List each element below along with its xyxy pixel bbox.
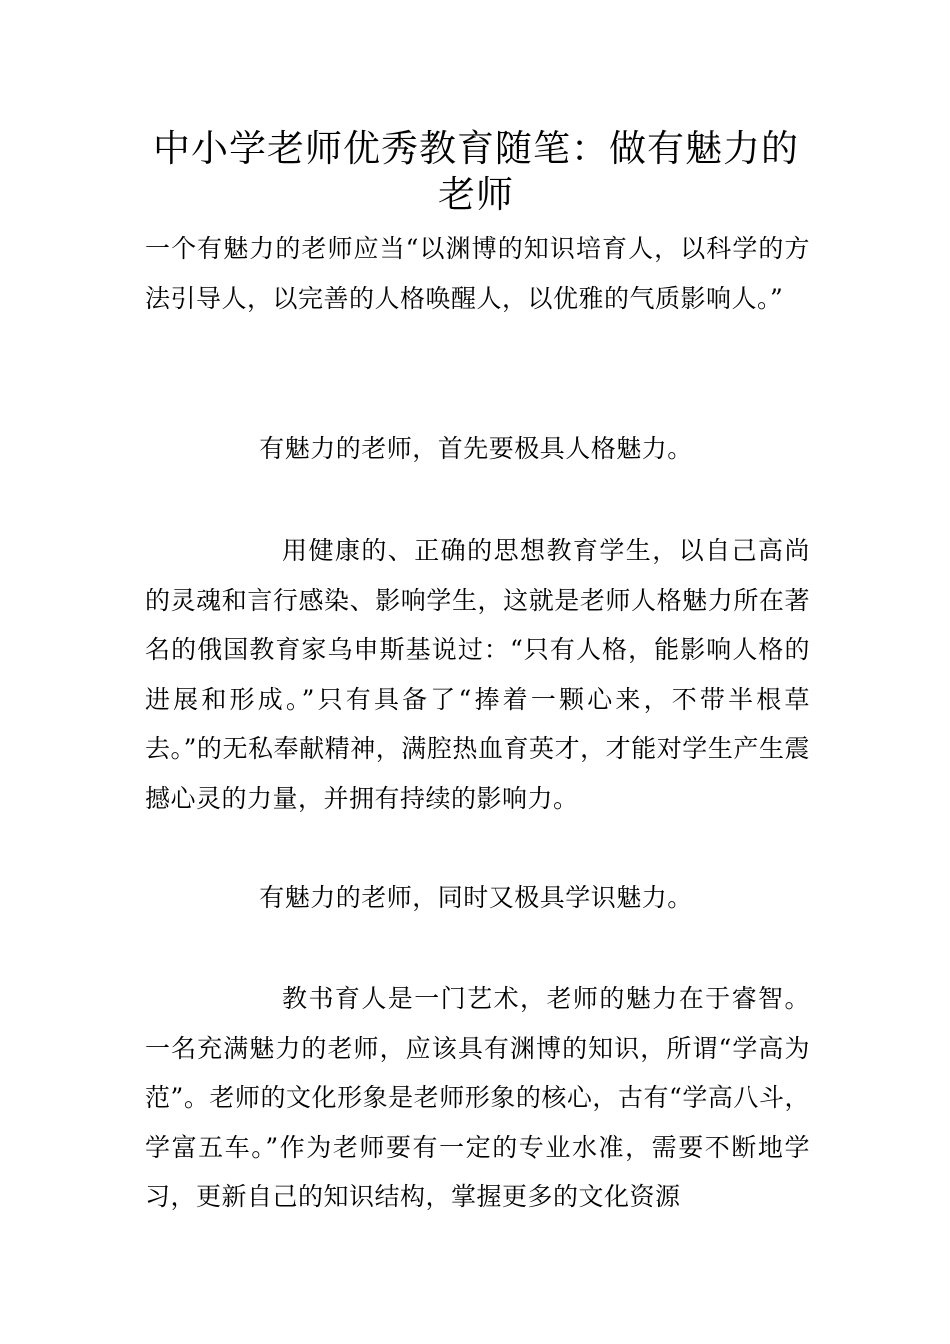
section-heading-knowledge: 有魅力的老师，同时又极具学识魅力。 [259, 883, 693, 912]
body-paragraph-personality: 用健康的、正确的思想教育学生，以自己高尚的灵魂和言行感染、影响学生，这就是老师人格魅力所在著名的俄国教育家乌申斯基说过：“只有人格，能影响人格的进展和形成。”只有具备了“捧着一颗心来，不带半根草去。”的无私奉献精神，满腔热血育英才，才能对学生产生震撼心灵的力量，并拥有持续的影响力。 [145, 536, 810, 813]
intro-paragraph: 一个有魅力的老师应当“以渊博的知识培育人，以科学的方法引导人，以完善的人格唤醒人，以优雅的气质影响人。” [145, 234, 810, 313]
section-heading-personality: 有魅力的老师，首先要极具人格魅力。 [259, 434, 693, 463]
document-title: 中小学老师优秀教育随笔：做有魅力的老师 [153, 127, 799, 216]
body-paragraph-knowledge: 教书育人是一门艺术，老师的魅力在于睿智。一名充满魅力的老师，应该具有渊博的知识，所谓“学高为范”。老师的文化形象是老师形象的核心，古有“学高八斗，学富五车。”作为老师要有一定的专业水准，需要不断地学习，更新自己的知识结构，掌握更多的文化资源 [145, 984, 810, 1211]
